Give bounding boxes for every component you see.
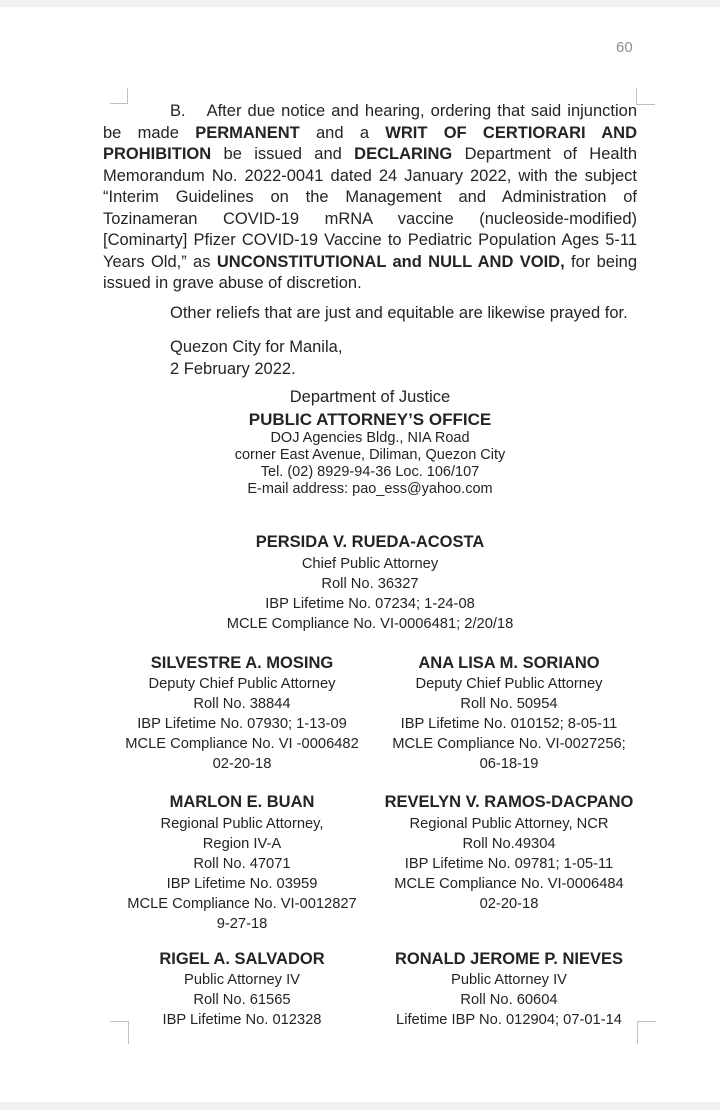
signatory-name: RIGEL A. SALVADOR [159,949,325,968]
detail-line: Public Attorney IV [184,972,300,988]
detail-line: Chief Public Attorney [301,555,439,572]
page-number: 60 [616,39,633,56]
signatory-ramos-dacpano [381,792,637,934]
place-line: Quezon City for Manila, [170,338,343,356]
signatory-salvador [103,949,381,1031]
signatory-name: MARLON E. BUAN [169,793,315,811]
paragraph-label: B. [170,102,186,120]
bold-run: PERMANENT [195,123,300,142]
signatory-details [103,674,381,774]
detail-line: MCLE Compliance No. VI-0012827 [127,895,357,912]
detail-line: Deputy Chief Public Attorney [415,676,603,692]
detail-line: Roll No. 61565 [193,992,291,1008]
signatory-nieves [381,949,637,1031]
detail-line: Roll No. 36327 [321,575,419,592]
prayer-paragraph-b [103,101,637,295]
detail-line: corner East Avenue, Diliman, Quezon City [234,447,506,463]
detail-line: IBP Lifetime No. 07930; 1-13-09 [137,716,347,732]
detail-line: IBP Lifetime No. 012328 [162,1012,322,1028]
detail-line: Roll No. 38844 [193,696,291,712]
detail-line: IBP Lifetime No. 09781; 1-05-11 [404,855,614,872]
signatory-name: REVELYN V. RAMOS-DACPANO [384,793,634,811]
detail-line: IBP Lifetime No. 010152; 8-05-11 [400,716,618,732]
document-content [103,101,637,1030]
detail-line: 02-20-18 [212,756,272,772]
text-run: Department of Health Memorandum No. 2022-0041 dated 24 January 2022, with the subject “Interim Guidelines on the Management and Administration of Tozinameran COVID-19 mRNA vaccine (nucleoside-modified) [Cominarty] Pfizer COVID-19 Vaccine to Pediatric Population Ages 5-11 Years Old,” as [103,145,637,271]
office-name: PUBLIC ATTORNEY’S OFFICE [248,409,492,429]
detail-line: DOJ Agencies Bldg., NIA Road [270,430,470,446]
date-line: 2 February 2022. [170,359,296,378]
margin-crop-mark-top-right [636,88,655,105]
signatory-name: SILVESTRE A. MOSING [150,653,334,672]
signatory-row-3 [103,949,637,1031]
detail-line: MCLE Compliance No. VI-0027256; [392,736,626,752]
office-address-lines [103,430,637,498]
detail-line: MCLE Compliance No. VI-0006481; 2/20/18 [226,615,514,632]
signatory-name: RONALD JEROME P. NIEVES [395,949,623,968]
other-reliefs-line: Other reliefs that are just and equitable are likewise prayed for. [170,303,628,322]
detail-line: 06-18-19 [479,756,539,772]
bold-run: WRIT OF CERTIORARI AND PROHIBITION [103,123,637,163]
signatory-chief [103,532,637,634]
signatory-details [381,970,637,1030]
detail-line: Lifetime IBP No. 012904; 07-01-14 [396,1012,622,1028]
signatory-buan [103,792,381,934]
detail-line: Regional Public Attorney, NCR [409,815,609,832]
detail-line: MCLE Compliance No. VI -0006482 [125,736,359,752]
text-run: and a [299,123,386,142]
detail-line: Roll No. 50954 [460,696,558,712]
signatory-details [103,554,637,634]
text-run: for being issued in grave abuse of discretion. [103,252,638,292]
signatory-details [381,814,637,914]
detail-line: IBP Lifetime No. 07234; 1-24-08 [265,595,475,612]
detail-line: Roll No. 47071 [193,855,291,872]
signatory-details [103,970,381,1030]
signatory-name: PERSIDA V. RUEDA-ACOSTA [255,533,485,551]
text-run: be issued and [211,145,355,163]
text-run: After due notice and hearing, ordering that said injunction be made [103,102,637,142]
detail-line: E-mail address: pao_ess@yahoo.com [247,481,493,497]
signatory-details [381,674,637,774]
detail-line: MCLE Compliance No. VI-0006484 [394,875,624,892]
detail-line: 9-27-18 [216,915,268,932]
detail-line: Tel. (02) 8929-94-36 Loc. 106/107 [260,464,480,480]
detail-line: IBP Lifetime No. 03959 [166,875,318,892]
detail-line: 02-20-18 [479,895,539,912]
place-date-block [170,337,637,380]
bold-run: DECLARING [354,145,453,163]
office-block [103,387,637,498]
detail-line: Public Attorney IV [451,972,567,988]
signatory-details [103,814,381,934]
detail-line: Regional Public Attorney, [160,815,324,832]
detail-line: Region IV-A [202,835,282,852]
detail-line: Roll No.49304 [462,835,556,852]
signatory-soriano [381,653,637,775]
margin-crop-mark-bottom-right [637,1021,656,1044]
signatory-row-2 [103,792,637,934]
signatory-name: ANA LISA M. SORIANO [418,653,600,672]
detail-line: Deputy Chief Public Attorney [148,676,336,692]
paragraph-text [103,102,637,292]
signatory-row-1 [103,653,637,775]
bold-run: UNCONSTITUTIONAL and NULL AND VOID, [216,252,565,271]
signatory-mosing [103,653,381,775]
detail-line: Roll No. 60604 [460,992,558,1008]
office-department: Department of Justice [289,388,451,406]
